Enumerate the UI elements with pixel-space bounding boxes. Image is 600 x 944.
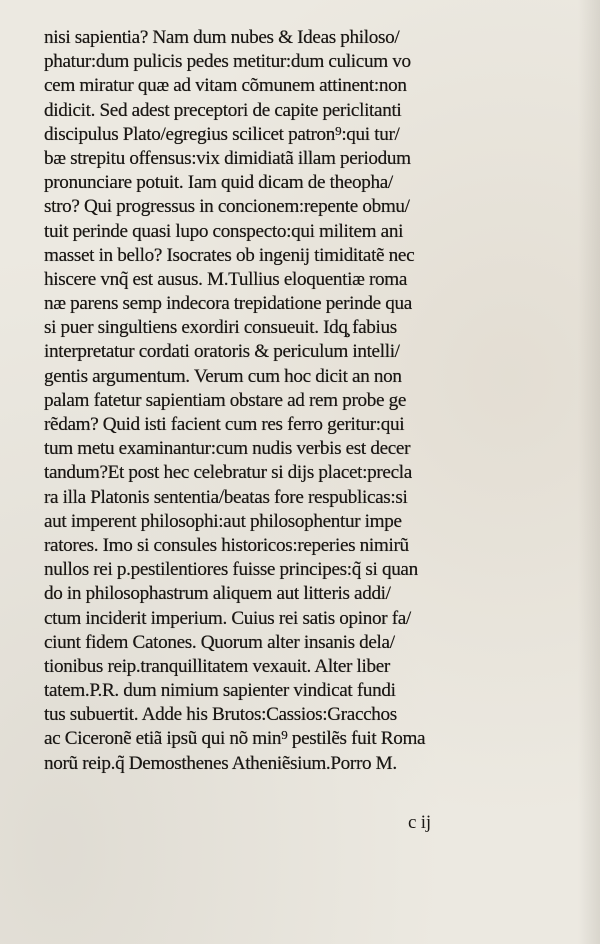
signature-mark: c ij [408, 812, 431, 833]
text-line: pronunciare potuit. Iam quid dicam de theopha/ [44, 172, 393, 194]
body-text [44, 26, 564, 776]
text-line: tum metu examinantur:cum nudis verbis est decer [44, 438, 411, 460]
text-line: discipulus Plato/egregius scilicet patron⁹:qui tur/ [44, 123, 400, 145]
text-line: ctum inciderit imperium. Cuius rei satis opinor fa/ [44, 607, 411, 629]
text-line: do in philosophastrum aliquem aut litteris addi/ [44, 583, 391, 605]
text-line: interpretatur cordati oratoris & periculum intelli/ [44, 341, 400, 363]
text-line: ra illa Platonis sententia/beatas fore respublicas:si [44, 486, 408, 508]
text-line: tus subuertit. Adde his Brutos:Cassios:Gracchos [44, 704, 397, 726]
text-line: didicit. Sed adest preceptori de capite periclitanti [44, 99, 402, 121]
page-edge-shadow [578, 0, 600, 944]
text-line: aut imperent philosophi:aut philosophentur impe [44, 510, 402, 532]
text-line: masset in bello? Isocrates ob ingenij timiditatẽ nec [44, 244, 415, 266]
text-line: rẽdam? Quid isti facient cum res ferro geritur:qui [44, 414, 405, 435]
text-line: bæ strepitu offensus:vix dimidiatã illam periodum [44, 147, 411, 169]
text-line: cem miratur quæ ad vitam cõmunem attinent:non [44, 75, 407, 97]
text-line: hiscere vnq̃ est ausus. M.Tullius eloquentiæ roma [44, 268, 408, 290]
text-line: nisi sapientia? Nam dum nubes & Ideas philoso/ [44, 27, 400, 48]
text-line: ratores. Imo si consules historicos:reperies nimirũ [44, 534, 409, 556]
text-line: næ parens semp indecora trepidatione perinde qua [44, 293, 412, 315]
text-line: stro? Qui progressus in concionem:repente obmu/ [44, 196, 410, 218]
text-line: tionibus reip.tranquillitatem vexauit. Alter liber [44, 655, 390, 677]
text-line: phatur:dum pulicis pedes metitur:dum culicum vo [44, 51, 411, 73]
text-line: tatem.P.R. dum nimium sapienter vindicat fundi [44, 680, 396, 702]
text-line: tuit perinde quasi lupo conspecto:qui militem ani [44, 220, 404, 242]
text-line: ciunt fidem Catones. Quorum alter insanis dela/ [44, 631, 395, 653]
text-line: ac Ciceronẽ etiã ipsũ qui nõ min⁹ pestilẽs fuit Roma [44, 728, 426, 750]
text-line: palam fatetur sapientiam obstare ad rem probe ge [44, 389, 406, 411]
text-line: norũ reip.q̃ Demosthenes Atheniẽsium.Porro M. [44, 752, 397, 774]
text-line: gentis argumentum. Verum cum hoc dicit an non [44, 365, 402, 387]
text-line: si puer singultiens exordiri consueuit. Idq̧ fabius [44, 317, 397, 339]
text-line: tandum?Et post hec celebratur si dijs placet:precla [44, 462, 412, 484]
text-line: nullos rei p.pestilentiores fuisse principes:q̃ si quan [44, 559, 418, 581]
